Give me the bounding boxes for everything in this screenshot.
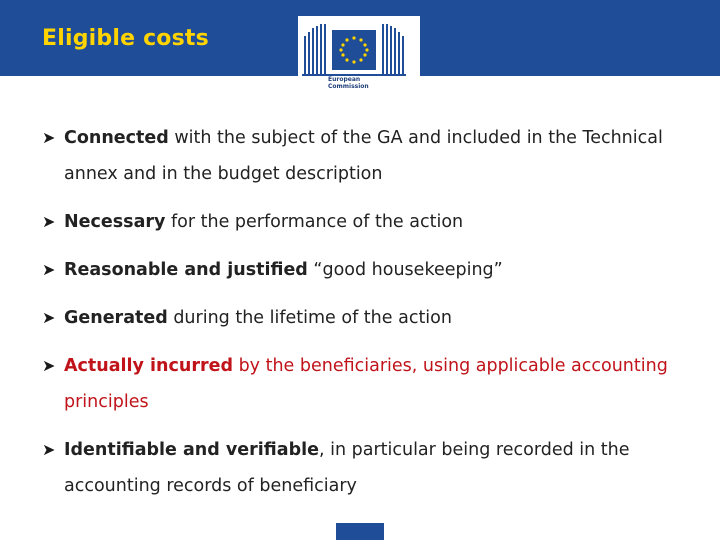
logo-text-line-2: Commission [328, 83, 369, 90]
bullet-text: during the lifetime of the action [167, 308, 452, 328]
bullet-list [42, 120, 682, 516]
bullet-strong: Generated [64, 308, 168, 328]
bullet-item [42, 432, 682, 504]
logo-text-line-1: European [328, 76, 361, 83]
bullet-strong: Identifiable and verifiable [64, 440, 319, 460]
bullet-text: “good housekeeping” [307, 260, 503, 280]
european-commission-logo [298, 16, 420, 100]
bullet-item [42, 204, 682, 240]
arrowhead-bullet-icon: ➤ [42, 308, 56, 327]
arrowhead-bullet-icon: ➤ [42, 260, 56, 279]
bullet-text: for the performance of the action [165, 212, 464, 232]
bullet-strong: Connected [64, 128, 169, 148]
bullet-text: by the beneficiaries, using applicable accounting principles [64, 356, 668, 412]
arrowhead-bullet-icon: ➤ [42, 440, 56, 459]
bullet-item-emphasized [42, 348, 682, 420]
arrowhead-bullet-icon: ➤ [42, 212, 56, 231]
bullet-strong: Actually incurred [64, 356, 233, 376]
bullet-text: , in particular being recorded in the accounting records of beneficiary [64, 440, 630, 496]
bullet-text: with the subject of the GA and included in the Technical annex and in the budget description [64, 128, 663, 184]
footer-bar [336, 523, 384, 540]
bullet-strong: Necessary [64, 212, 166, 232]
bullet-item [42, 300, 682, 336]
bullet-strong: Reasonable and justified [64, 260, 308, 280]
bullet-item [42, 120, 682, 192]
arrowhead-bullet-icon: ➤ [42, 128, 56, 147]
slide-title: Eligible costs [42, 26, 209, 51]
bullet-item [42, 252, 682, 288]
arrowhead-bullet-icon: ➤ [42, 356, 56, 375]
